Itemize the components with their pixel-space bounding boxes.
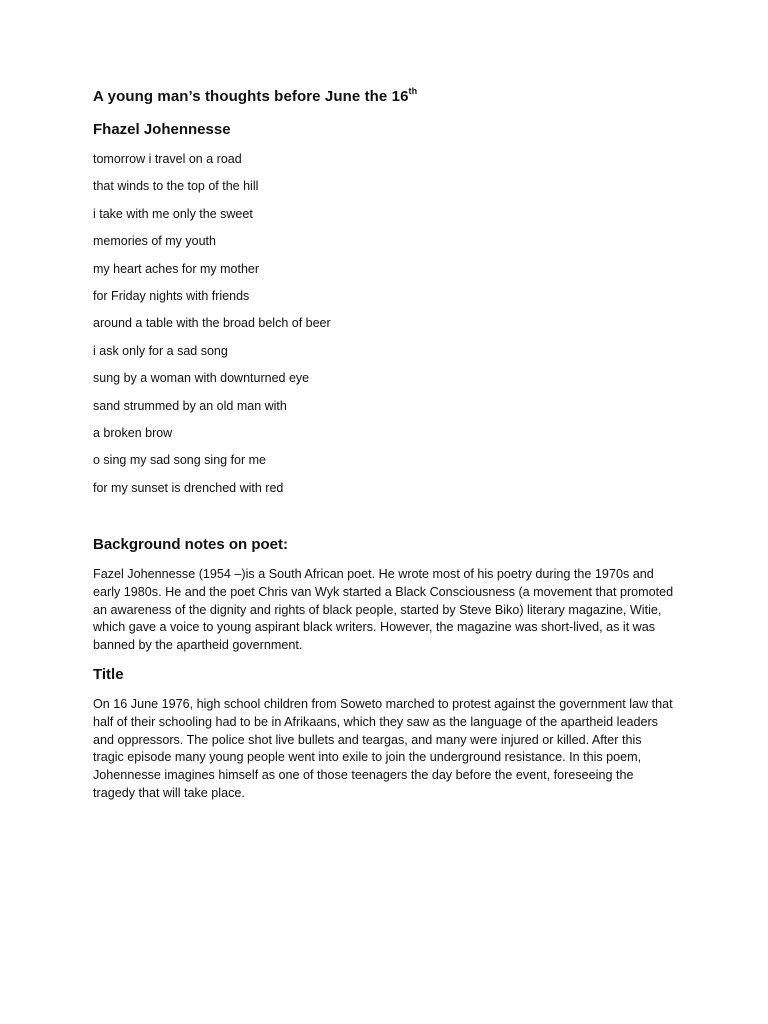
poem-line: for Friday nights with friends [93,288,250,303]
poem-line: i ask only for a sad song [93,343,228,358]
poem-line: i take with me only the sweet [93,206,253,221]
poem-line: that winds to the top of the hill [93,179,259,194]
poem-title-text: A young man’s thoughts before June the 16 [93,88,409,105]
poem-line: around a table with the broad belch of beer [93,316,331,331]
poem-line: a broken brow [93,425,173,440]
background-paragraph: Fazel Johennesse (1954 –)is a South African poet. He wrote most of his poetry during the 1970s and early 1980s. He and the poet Chris van Wyk started a Black Consciousness (a movement that promoted an awareness of the dignity and rights of black people, started by Steve Biko) literary magazine, Witie, which gave a voice to young aspirant black writers. However, the magazine was short-lived, as it was banned by the apartheid government. [93,567,674,653]
poem-title [93,88,417,105]
title-paragraph: On 16 June 1976, high school children from Soweto marched to protest against the government law that half of their schooling had to be in Afrikaans, which they saw as the language of the apartheid leaders and oppressors. The police shot live bullets and teargas, and many were injured or killed. After this tragic episode many young people went into exile to join the underground resistance. In this poem, Johennesse imagines himself as one of those teenagers the day before the event, foreseeing the tragedy that will take place. [93,697,673,800]
poem-line: sung by a woman with downturned eye [93,371,310,386]
poem-line: for my sunset is drenched with red [93,480,284,495]
poem-author: Fhazel Johennesse [93,121,231,138]
poem-line: o sing my sad song sing for me [93,453,266,468]
poem-body [93,151,331,507]
title-heading: Title [93,666,124,683]
background-heading: Background notes on poet: [93,536,288,553]
poem-line: memories of my youth [93,234,216,249]
poem-line: sand strummed by an old man with [93,398,287,413]
poem-title-superscript: th [408,86,418,96]
poem-line: my heart aches for my mother [93,261,260,276]
poem-line: tomorrow i travel on a road [93,152,242,166]
